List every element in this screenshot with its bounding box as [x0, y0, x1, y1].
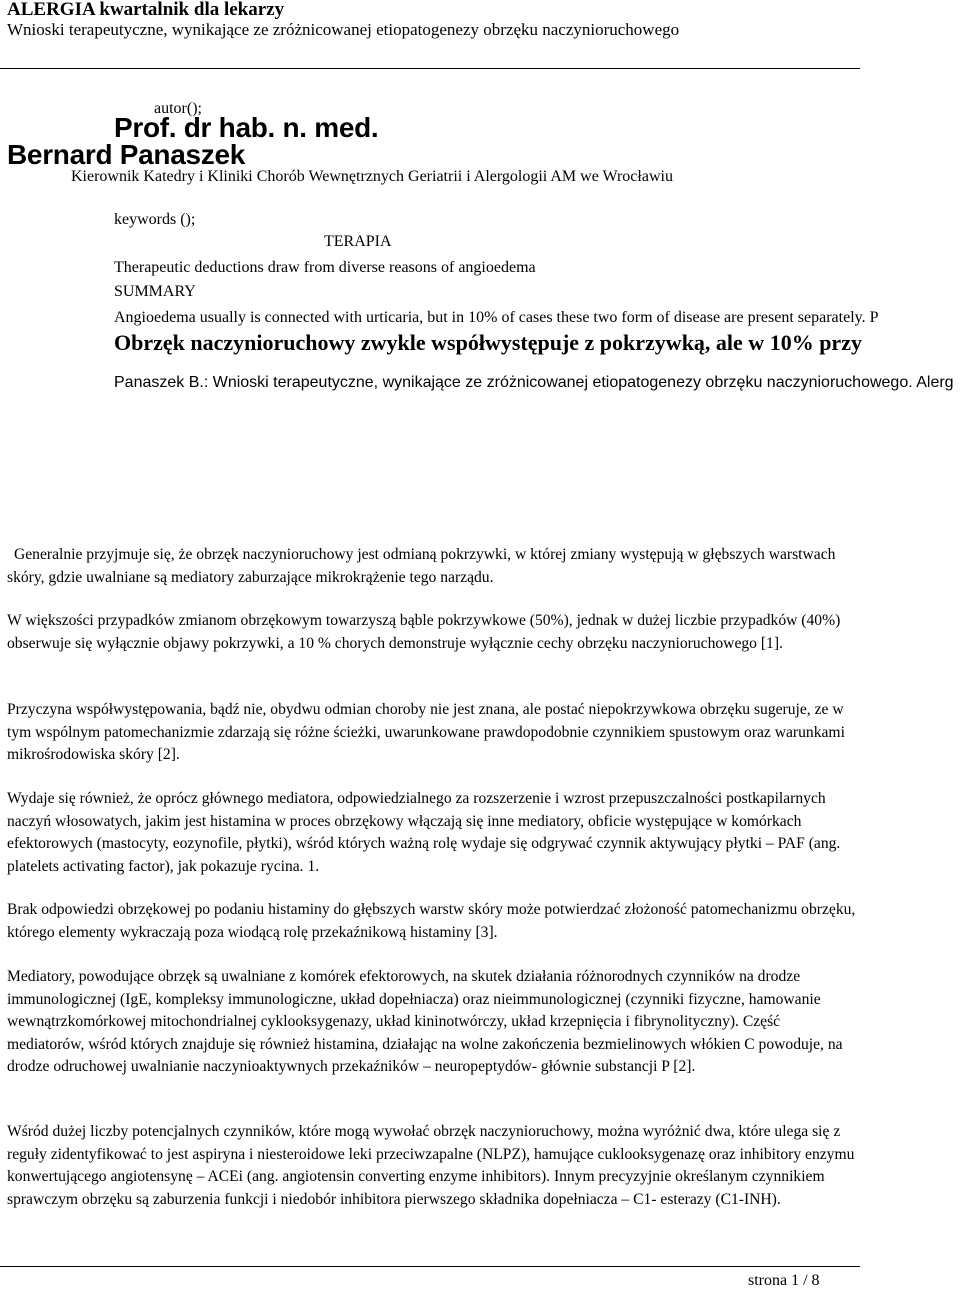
- section-label: TERAPIA: [324, 233, 392, 250]
- footer-divider: [0, 1266, 860, 1267]
- author-function: autor();: [154, 100, 202, 117]
- page-number: strona 1 / 8: [748, 1272, 820, 1289]
- journal-title: ALERGIA kwartalnik dla lekarzy: [7, 0, 285, 20]
- body-paragraph: Wydaje się również, że oprócz głównego mediatora, odpowiedzialnego za rozszerzenie i wzrost przepuszczalności postkapilarnych naczyń włosowatych, jakim jest histamina w proces obrzękowy włączają się inne mediatory, obficie występujące w komórkach efektorowych (mastocyty, eozynofile, płytki), wśród których ważną rolę wydaje się odgrywać czynnik aktywujący płytki – PAF (ang. platelets activating factor), jak pokazuje rycina. 1.: [7, 790, 841, 875]
- author-affiliation: Kierownik Katedry i Kliniki Chorób Wewnętrznych Geriatrii i Alergologii AM we Wrocławiu: [71, 168, 673, 185]
- citation: Panaszek B.: Wnioski terapeutyczne, wynikające ze zróżnicowanej etiopatogenezy obrzęku naczynioruchowego. Alerg: [114, 374, 954, 391]
- author-name: Bernard Panaszek: [7, 139, 245, 170]
- english-title: Therapeutic deductions draw from diverse reasons of angioedema: [114, 259, 536, 276]
- body-paragraph: Brak odpowiedzi obrzękowej po podaniu histaminy do głębszych warstw skóry może potwierdzać złożoność patomechanizmu obrzęku, którego elementy wykraczają poza wiodącą rolę przekaźnikową histaminy [3].: [7, 901, 856, 941]
- abstract-polish: Obrzęk naczynioruchowy zwykle współwystępuje z pokrzywką, ale w 10% przy: [114, 330, 862, 355]
- author-academic-title: Prof. dr hab. n. med.: [114, 112, 379, 143]
- header-divider: [0, 68, 860, 69]
- abstract-english: Angioedema usually is connected with urticaria, but in 10% of cases these two form of disease are present separately. P: [114, 309, 879, 326]
- article-title-header: Wnioski terapeutyczne, wynikające ze zróżnicowanej etiopatogenezy obrzęku naczynioruchowego: [7, 20, 680, 39]
- body-paragraph: W większości przypadków zmianom obrzękowym towarzyszą bąble pokrzywkowe (50%), jednak w dużej liczbie przypadków (40%) obserwuje się wyłącznie objawy pokrzywki, a 10 % chorych demonstruje wyłącznie cechy obrzęku naczynioruchowego [1].: [7, 612, 841, 652]
- summary-heading: SUMMARY: [114, 283, 196, 300]
- body-paragraph: Mediatory, powodujące obrzęk są uwalniane z komórek efektorowych, na skutek działania różnorodnych czynników na drodze immunologicznej (IgE, kompleksy immunologiczne, układ dopełniacza) oraz nieimmunologicznej (czynniki fizyczne, hamowanie wewnątrzkomórkowej mitochondrialnej cyklooksygenazy, układ kininotwórczy, układ krzepnięcia i fibrynolityczny). Część mediatorów, wśród których znajduje się również histamina, działając na wolne zakończenia bezmielinowych włókien C powoduje, na drodze odruchowej uwalnianie naczynioaktywnych przekaźników – neuropeptydów- głównie substancji P [2].: [7, 968, 843, 1075]
- keywords: keywords ();: [114, 211, 196, 228]
- body-paragraph: Przyczyna współwystępowania, bądź nie, obydwu odmian choroby nie jest znana, ale postać niepokrzywkowa obrzęku sugeruje, ze w tym wspólnym patomechanizmie zdarzają się różne ścieżki, uwarunkowane prawdopodobnie czynnikiem spustowym oraz warunkami mikrośrodowiska skóry [2].: [7, 701, 845, 763]
- body-paragraph: Generalnie przyjmuje się, że obrzęk naczynioruchowy jest odmianą pokrzywki, w której zmiany występują w głębszych warstwach skóry, gdzie uwalniane są mediatory zaburzające mikrokrążenie tego narządu.: [7, 546, 836, 586]
- body-paragraph: Wśród dużej liczby potencjalnych czynników, które mogą wywołać obrzęk naczynioruchowy, można wyróżnić dwa, które ulega się z reguły zidentyfikować to jest aspiryna i niesteroidowe leki przeciwzapalne (NLPZ), hamujące cuklooksygenazę oraz inhibitory enzymu konwertującego angiotensynę – ACEi (ang. angiotensin converting enzyme inhibitors). Innym precyzyjnie określanym czynnikiem sprawczym obrzęku są zaburzenia funkcji i niedobór inhibitora pierwszego składnika dopełniacza – C1- esterazy (C1-INH).: [7, 1123, 855, 1208]
